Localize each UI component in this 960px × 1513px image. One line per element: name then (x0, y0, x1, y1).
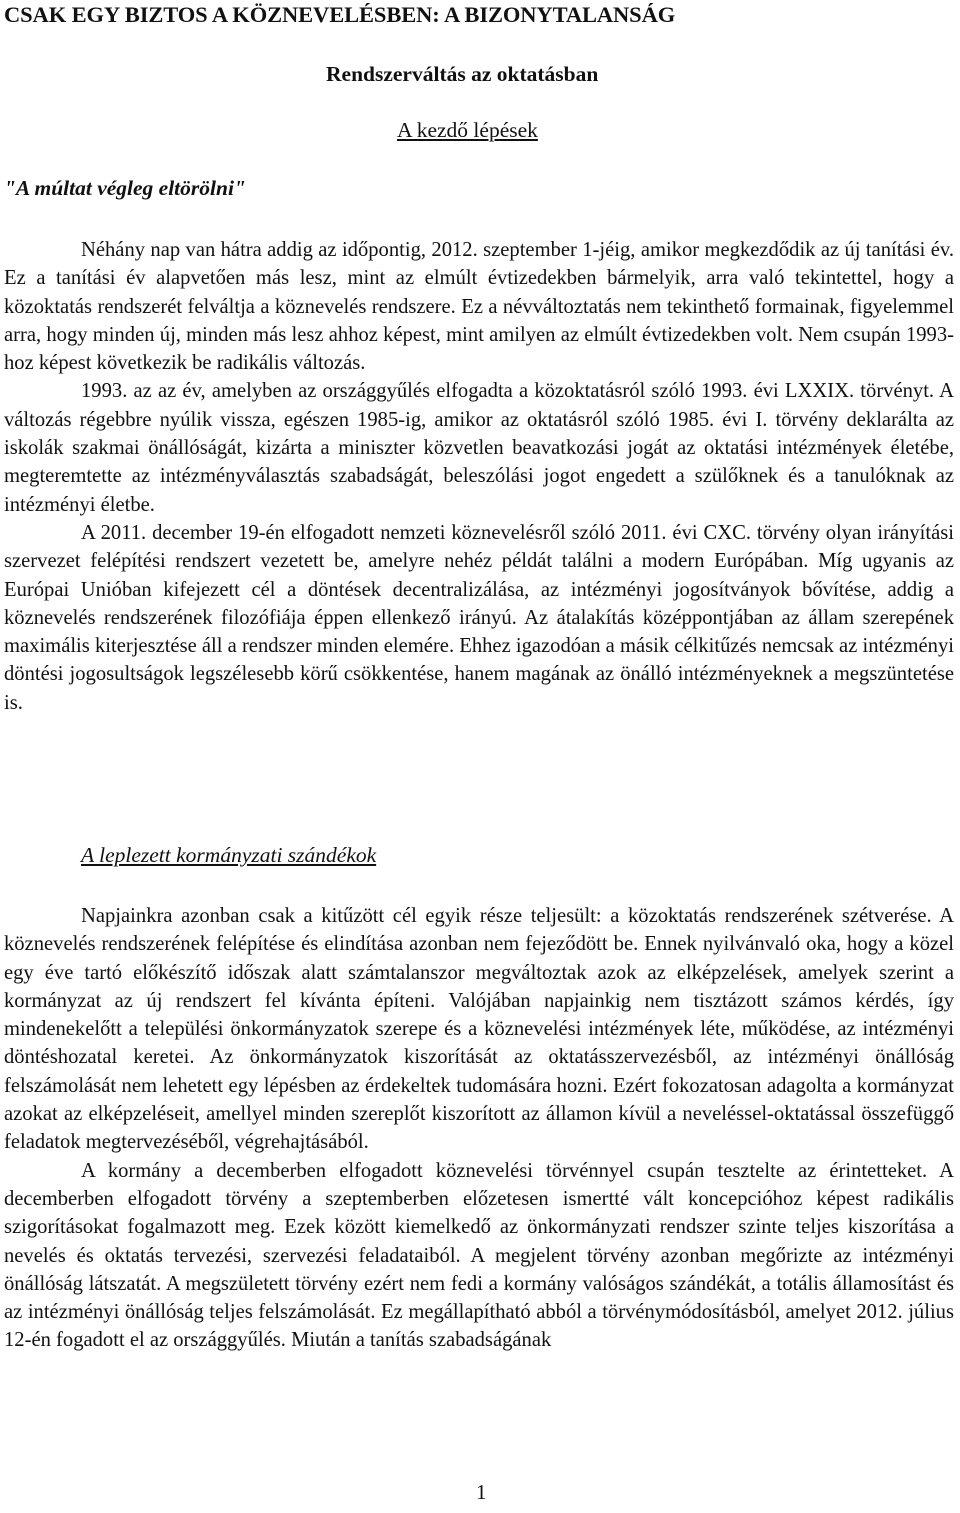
section-subheading: A kezdő lépések (397, 118, 538, 142)
document-subtitle: Rendszerváltás az oktatásban (326, 62, 599, 86)
section-1-body (4, 236, 954, 717)
paragraph: A kormány a decemberben elfogadott köznevelési törvénnyel csupán tesztelte az érintetteket. A decemberben elfogadott törvény a szeptemberben előzetesen ismertté vált koncepcióhoz képest radikális szigorításokat fogalmazott meg. Ezek között kiemelkedő az önkormányzati rendszer szinte teljes kiszorítása a nevelés és oktatás tervezési, szervezési feladataiból. A megjelent törvény azonban megőrizte az intézményi önállóság látszatát. A megszületett törvény ezért nem fedi a kormány valóságos szándékát, a totális államosítást és az intézményi önállóság teljes felszámolását. Ez megállapítható abból a törvénymódosításból, amelyet 2012. július 12-én fogadott el az országgyűlés. Miután a tanítás szabadságának (4, 1159, 954, 1352)
quote-heading: "A múltat végleg eltörölni" (4, 176, 246, 200)
section-2-body (4, 902, 954, 1355)
page-number: 1 (476, 1480, 487, 1504)
paragraph: 1993. az az év, amelyben az országgyűlés elfogadta a közoktatásról szóló 1993. évi LXXIX. törvényt. A változás régebbre nyúlik vissza, egészen 1985-ig, amikor az oktatásról szóló 1985. évi I. törvény deklarálta az iskolák szakmai önállóságát, kizárta a miniszter közvetlen beavatkozási jogát az oktatási intézmények életébe, megteremtette az intézményválasztás szabadságát, beleszólási jogot engedett a szülőknek és a tanulóknak az intézményi életbe. (4, 380, 954, 516)
paragraph: A 2011. december 19-én elfogadott nemzeti köznevelésről szóló 2011. évi CXC. törvény olyan irányítási szervezet felépítési rendszert vezetett be, amelyre nehéz példát találni a modern Európában. Míg ugyanis az Európai Unióban kifejezett cél a döntések decentralizálása, az intézményi jogosítványok bővítése, addig a köznevelés rendszerének filozófiája éppen ellenkező irányú. Az átalakítás középpontjában az állam szerepének maximális kiterjesztése áll a rendszer minden elemére. Ehhez igazodóan a másik célkitűzés nemcsak az intézményi döntési jogosultságok legszélesebb körű csökkentése, hanem magának az önálló intézményeknek a megszüntetése is. (4, 521, 954, 714)
section-2-heading: A leplezett kormányzati szándékok (81, 843, 377, 867)
document-title: CSAK EGY BIZTOS A KÖZNEVELÉSBEN: A BIZONYTALANSÁG (4, 2, 676, 27)
paragraph: Napjainkra azonban csak a kitűzött cél egyik része teljesült: a közoktatás rendszerének szétverése. A köznevelés rendszerének felépítése és elindítása azonban nem fejeződött be. Ennek nyilvánvaló oka, hogy a közel egy éve tartó előkészítő időszak alatt számtalanszor megváltoztak azok az elképzelések, amelyek szerint a kormányzat az új rendszert fel kívánta építeni. Valójában napjainkig nem tisztázott számos kérdés, így mindenekelőtt a települési önkormányzatok szerepe és a köznevelési intézmények léte, működése, az intézményi döntéshozatal keretei. Az önkormányzatok kiszorítását az oktatásszervezésből, az intézményi önállóság felszámolását nem lehetett egy lépésben az érdekeltek tudomására hozni. Ezért fokozatosan adagolta a kormányzat azokat az elképzeléseit, amellyel minden szereplőt kiszorított az államon kívül a neveléssel-oktatással összefüggő feladatok megtervezéséből, végrehajtásából. (4, 905, 954, 1154)
paragraph: Néhány nap van hátra addig az időpontig, 2012. szeptember 1-jéig, amikor megkezdődik az új tanítási év. Ez a tanítási év alapvetően más lesz, mint az elmúlt évtizedekben bármelyik, arra való tekintettel, hogy a közoktatás rendszerét felváltja a köznevelés rendszere. Ez a névváltoztatás nem tekinthető formainak, figyelemmel arra, hogy minden új, minden más lesz ahhoz képest, mint amilyen az elmúlt évtizedekben volt. Nem csupán 1993-hoz képest következik be radikális változás. (4, 239, 954, 375)
